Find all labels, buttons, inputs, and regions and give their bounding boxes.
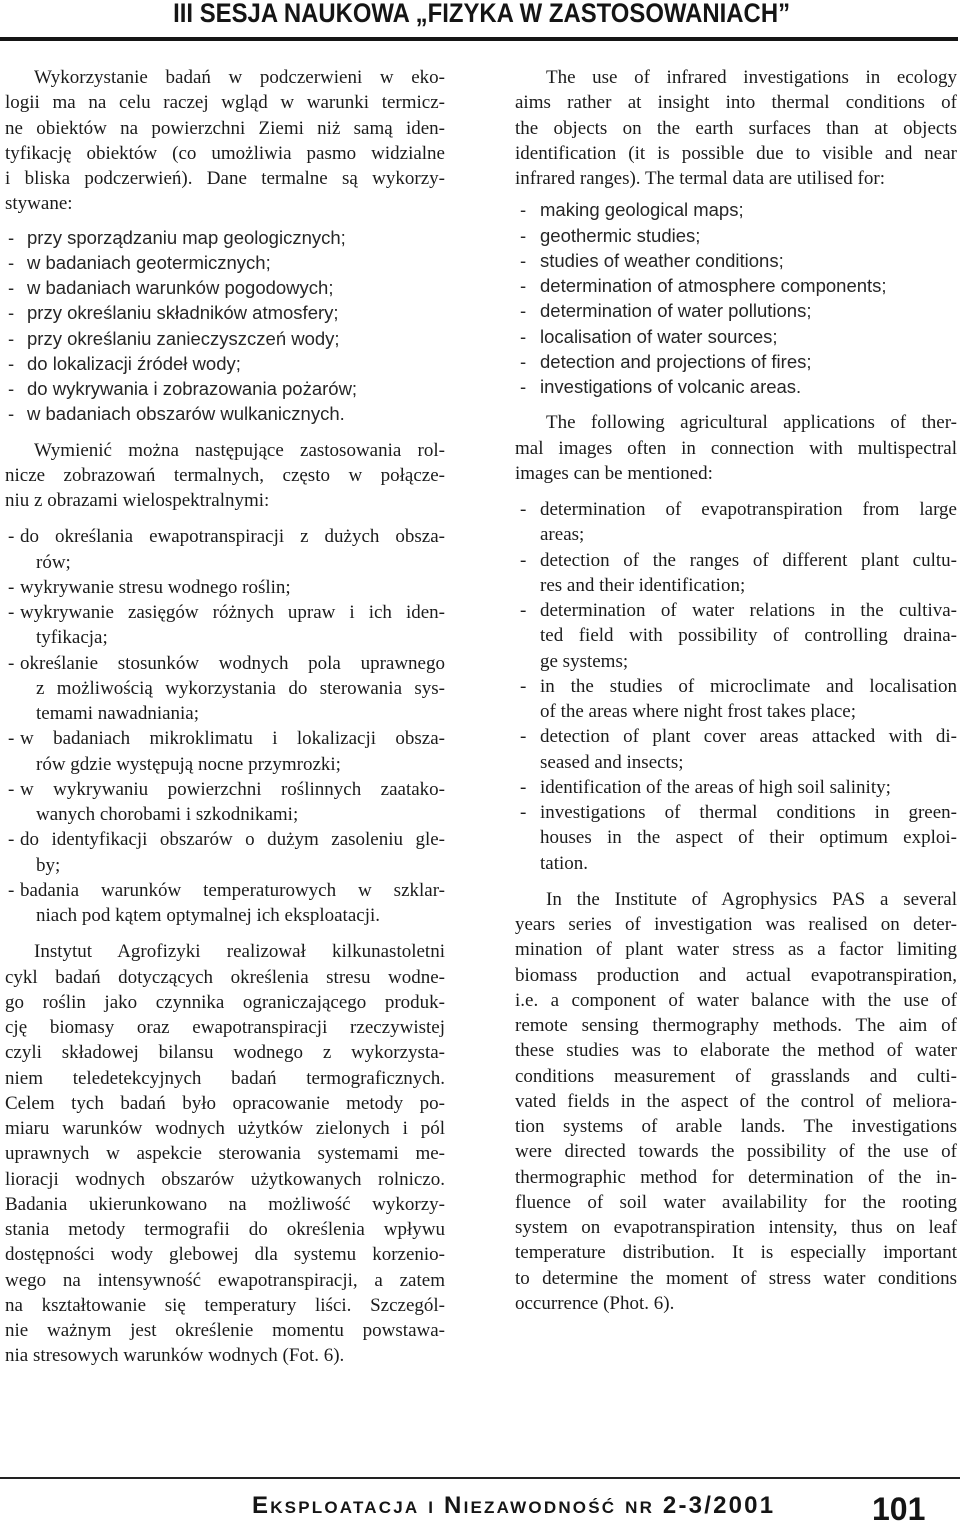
list-bullet: - (8, 226, 15, 248)
list-item-text: przy sporządzaniu map geologicznych; (27, 226, 346, 248)
paragraph-line (515, 461, 957, 486)
paragraph-line (515, 1139, 957, 1164)
list-bullet: - (8, 728, 15, 750)
paragraph-line (5, 1192, 445, 1217)
left-column-polish (5, 65, 445, 1369)
list-item-line (515, 573, 957, 598)
list-item-line (515, 750, 957, 775)
list-bullet: - (520, 275, 527, 296)
paragraph-line (5, 1015, 445, 1040)
paragraph-text: stywane: (5, 193, 73, 215)
journal-name: Eksploatacja i Niezawodność nr 2-3/2001 (252, 1492, 776, 1519)
list-item-text: niach pod kątem optymalnej ich eksploatacji. (36, 905, 381, 926)
list-item-line (5, 524, 445, 549)
paragraph-line (515, 1266, 957, 1291)
paragraph-line (5, 1091, 445, 1116)
paragraph-text: dostępności wody glebowej dla systemu korzenio- (5, 1244, 445, 1266)
list-item-line (5, 575, 445, 600)
list-item (5, 524, 445, 575)
list-item-text: wykrywanie stresu wodnego roślin; (20, 576, 291, 598)
paragraph-text: the objects on the earth surfaces than at objects (515, 117, 957, 139)
paragraph-text: i bliska podczerwień). Dane termalne są wykorzy- (5, 168, 445, 189)
paragraph-text: go roślin jako czynnika ograniczającego produk- (5, 991, 445, 1013)
list-item-line (5, 651, 445, 676)
list-item (5, 401, 445, 426)
paragraph-line (515, 166, 957, 191)
paragraph-text: identification (it is possible due to visible and near (515, 142, 957, 164)
list-item (5, 250, 445, 275)
list-bullet: - (8, 302, 15, 324)
paragraph-text: were directed towards the possibility of the use of (515, 1141, 957, 1163)
list-item-text: ge systems; (540, 650, 629, 672)
paragraph-text: occurrence (Phot. 6). (515, 1292, 675, 1314)
paragraph-text: The use of infrared investigations in ecology (546, 67, 957, 88)
paragraph-text: Wykorzystanie badań w podczerwieni w eko- (34, 67, 445, 88)
list-item-line (5, 550, 445, 575)
paragraph-line (515, 1291, 957, 1316)
list-bullet: - (8, 778, 15, 800)
list-item-text: tation. (540, 852, 589, 874)
paragraph-text: niem teledetekcyjnych badań termograficznych. (5, 1067, 445, 1089)
list-item-line (5, 802, 445, 827)
paragraph (5, 65, 445, 217)
page-number: 101 (872, 1491, 926, 1527)
list-item (515, 497, 957, 548)
paragraph-text: vated fields in the aspect of the control of meliora- (515, 1090, 957, 1112)
paragraph-line (5, 1141, 445, 1166)
paragraph-line (515, 887, 957, 912)
list-item-line (515, 374, 957, 399)
paragraph-text: nicze zobrazowań termalnych, często w połącze- (5, 464, 445, 486)
list-bullet: - (520, 199, 527, 221)
bullet-list (515, 197, 957, 399)
paragraph-text: Instytut Agrofizyki realizował kilkunastoletni (34, 941, 445, 963)
paragraph-line (5, 1167, 445, 1192)
paragraph (515, 65, 957, 191)
list-bullet: - (520, 350, 527, 372)
paragraph-line (515, 1215, 957, 1240)
paragraph-text: The following agricultural applications of ther- (546, 412, 957, 434)
list-item (5, 878, 445, 929)
list-item-text: studies of weather conditions; (540, 249, 784, 271)
list-item (5, 777, 445, 828)
list-item (5, 726, 445, 777)
paragraph-line (515, 912, 957, 937)
paragraph-line (515, 90, 957, 115)
list-item-text: tyfikacja; (36, 627, 108, 649)
list-item-text: wykrywanie zasięgów różnych upraw i ich iden- (20, 602, 445, 623)
paragraph-line (5, 1040, 445, 1065)
list-bullet: - (8, 403, 15, 425)
list-item-line (5, 903, 445, 928)
list-item-text: w badaniach mikroklimatu i lokalizacji obsza- (20, 728, 445, 750)
paragraph-text: thermographic method for determination of the in- (515, 1166, 957, 1188)
paragraph-line (515, 1089, 957, 1114)
list-item-line (515, 699, 957, 724)
list-item-line (515, 851, 957, 876)
list-item-line (515, 800, 957, 825)
paragraph-line (5, 1318, 445, 1343)
list-item-text: temami nawadniania; (36, 703, 200, 724)
paragraph-line (5, 116, 445, 141)
header-rule (0, 37, 958, 41)
paragraph-text: aims rather at insight into thermal conditions of (515, 92, 957, 114)
list-item-line (5, 878, 445, 903)
list-bullet: - (8, 327, 15, 349)
list-item-text: determination of water pollutions; (540, 300, 812, 322)
list-item-text: making geological maps; (540, 199, 744, 221)
list-item (515, 273, 957, 298)
paragraph-text: years series of investigation was realised on deter- (515, 914, 957, 935)
list-item-text: określanie stosunków wodnych pola uprawnego (20, 652, 445, 674)
paragraph-line (5, 990, 445, 1015)
paragraph-line (5, 166, 445, 191)
paragraph-line (515, 1064, 957, 1089)
list-item-line (515, 623, 957, 648)
list-item-line (5, 225, 445, 250)
list-item-text: determination of atmosphere components; (540, 275, 887, 296)
list-bullet: - (520, 499, 527, 520)
list-bullet: - (520, 726, 527, 748)
list-item-text: areas; (540, 524, 585, 546)
paragraph-line (515, 1240, 957, 1265)
list-item-line (5, 777, 445, 802)
list-bullet: - (520, 549, 527, 571)
list-item-text: w badaniach geotermicznych; (27, 251, 271, 273)
paragraph-text: uprawnych w aspekcie sterowania systemami me- (5, 1143, 445, 1165)
paragraph-text: Badania ukierunkowano na możliwość wykorzy- (5, 1193, 445, 1215)
paragraph-line (515, 436, 957, 461)
list-item-line (515, 825, 957, 850)
list-item-text: of the areas where night frost takes place; (540, 701, 857, 722)
list-item-line (5, 701, 445, 726)
list-item-text: houses in the aspect of their optimum exploi- (540, 827, 957, 849)
paragraph-line (5, 488, 445, 513)
list-item-line (515, 674, 957, 699)
list-bullet: - (8, 378, 15, 399)
list-item-text: investigations of thermal conditions in green- (540, 802, 957, 823)
list-bullet: - (8, 829, 15, 851)
paragraph-text: to determine the moment of stress water conditions (515, 1267, 957, 1289)
list-item (515, 775, 957, 800)
list-item-text: detection of the ranges of different plant cultu- (540, 549, 957, 571)
list-bullet: - (8, 277, 15, 298)
list-item-text: identification of the areas of high soil salinity; (540, 776, 891, 798)
list-bullet: - (520, 300, 527, 322)
paragraph-text: cję biomasy oraz ewapotranspiracji rzeczywistej (5, 1017, 445, 1038)
list-bullet: - (8, 602, 15, 623)
paragraph-text: ne obiektów na powierzchni Ziemi niż samą iden- (5, 117, 445, 139)
list-item-line (515, 598, 957, 623)
paragraph-text: stania metody termografii do określenia wpływu (5, 1219, 445, 1240)
list-item-line (515, 548, 957, 573)
list-item-text: do określania ewapotranspiracji z dużych obsza- (20, 526, 445, 548)
paragraph-line (515, 1038, 957, 1063)
paragraph-text: Wymienić można następujące zastosowania rol- (34, 439, 445, 461)
paragraph-line (5, 90, 445, 115)
list-item (5, 827, 445, 878)
bullet-list (515, 497, 957, 876)
paragraph-text: mination of plant water stress as a factor limiting (515, 939, 957, 961)
list-item-line (5, 600, 445, 625)
list-item (515, 724, 957, 775)
list-item-line (5, 250, 445, 275)
list-item-text: do identyfikacji obszarów o dużym zasoleniu gle- (20, 829, 445, 851)
paragraph-text: system on evapotranspiration intensity, thus on leaf (515, 1217, 957, 1238)
list-item (5, 225, 445, 250)
list-item-text: rów; (36, 551, 71, 573)
conference-title: III SESJA NAUKOWA „FIZYKA W ZASTOSOWANIACH” (173, 0, 790, 28)
paragraph-line (515, 1190, 957, 1215)
list-item-line (5, 275, 445, 300)
paragraph-text: miaru warunków wodnych użytków zielonych i pól (5, 1118, 445, 1139)
paragraph-text: remote sensing thermography methods. The aim of (515, 1015, 957, 1036)
paragraph-line (5, 1293, 445, 1318)
paragraph-text: mal images often in connection with multispectral (515, 437, 957, 459)
paragraph-line (515, 988, 957, 1013)
list-bullet: - (520, 249, 527, 271)
list-bullet: - (8, 526, 15, 548)
list-item (5, 376, 445, 401)
list-item-text: detection of plant cover areas attacked with di- (540, 726, 957, 748)
paragraph-text: tyfikację obiektów (co umożliwia pasmo widzialne (5, 142, 445, 164)
list-item-line (515, 273, 957, 298)
paragraph (5, 438, 445, 514)
list-bullet: - (520, 802, 527, 823)
list-item-text: by; (36, 854, 61, 876)
paragraph-text: niu z obrazami wielospektralnymi: (5, 490, 270, 511)
paragraph-text: In the Institute of Agrophysics PAS a several (546, 888, 957, 910)
paragraph (515, 410, 957, 486)
list-bullet: - (8, 251, 15, 273)
list-bullet: - (520, 776, 527, 798)
list-bullet: - (520, 376, 527, 397)
list-item-text: w wykrywaniu powierzchni roślinnych zaatako- (20, 778, 445, 800)
paragraph-line (5, 1217, 445, 1242)
list-item-line (5, 676, 445, 701)
paragraph-text: lioracji wodnych obszarów użytkowanych rolniczo. (5, 1168, 445, 1190)
list-item (5, 275, 445, 300)
list-item-text: determination of evapotranspiration from large (540, 499, 957, 520)
list-item-line (515, 775, 957, 800)
list-item-line (515, 197, 957, 222)
list-item (515, 324, 957, 349)
paragraph-line (515, 141, 957, 166)
list-item-text: przy określaniu zanieczyszczeń wody; (27, 327, 340, 349)
list-item-text: detection and projections of fires; (540, 350, 812, 372)
list-item (5, 326, 445, 351)
paragraph-line (515, 1165, 957, 1190)
paragraph-line (5, 1343, 445, 1368)
list-item (5, 651, 445, 727)
list-item (515, 548, 957, 599)
paragraph-line (515, 1114, 957, 1139)
list-item-text: ted field with possibility of controlling draina- (540, 625, 957, 647)
list-item (515, 374, 957, 399)
paragraph-line (5, 191, 445, 216)
list-item-line (5, 625, 445, 650)
list-bullet: - (8, 652, 15, 674)
list-item-text: localisation of water sources; (540, 325, 778, 347)
list-item-line (5, 752, 445, 777)
paragraph-text: tion systems of arable lands. The investigations (515, 1116, 957, 1137)
list-item-text: w badaniach warunków pogodowych; (27, 277, 334, 298)
list-bullet: - (8, 576, 15, 598)
paragraph-line (515, 937, 957, 962)
list-item-line (515, 497, 957, 522)
list-item-text: przy określaniu składników atmosfery; (27, 302, 339, 324)
list-bullet: - (8, 352, 15, 374)
paragraph-text: infrared ranges). The termal data are utilised for: (515, 168, 885, 189)
paragraph-text: i.e. a component of water balance with the use of (515, 989, 957, 1011)
list-bullet: - (520, 224, 527, 246)
list-item-line (5, 726, 445, 751)
list-item (5, 351, 445, 376)
list-item (515, 800, 957, 876)
list-item-line (515, 522, 957, 547)
paragraph-line (515, 116, 957, 141)
paragraph-text: biomass production and actual evapotranspiration, (515, 964, 957, 986)
paragraph-line (515, 963, 957, 988)
list-item-text: seased and insects; (540, 751, 684, 773)
paragraph-line (5, 965, 445, 990)
list-item-line (5, 827, 445, 852)
paragraph-line (515, 1013, 957, 1038)
list-item-line (5, 351, 445, 376)
paragraph-text: conditions measurement of grasslands and culti- (515, 1065, 957, 1087)
list-bullet: - (8, 879, 15, 901)
paragraph-line (5, 939, 445, 964)
paragraph-text: these studies was to elaborate the method of water (515, 1040, 957, 1062)
list-item-text: res and their identification; (540, 574, 746, 596)
paragraph-line (5, 65, 445, 90)
list-item-line (5, 326, 445, 351)
list-item (5, 575, 445, 600)
list-item-text: w badaniach obszarów wulkanicznych. (27, 403, 345, 425)
list-item-line (515, 223, 957, 248)
paragraph-text: Celem tych badań było opracowanie metody po- (5, 1092, 445, 1114)
list-item-line (515, 248, 957, 273)
right-column-english (515, 65, 957, 1316)
list-item-line (5, 853, 445, 878)
list-item (515, 674, 957, 725)
paragraph (5, 939, 445, 1368)
list-item-text: in the studies of microclimate and localisation (540, 675, 957, 697)
list-item-line (5, 401, 445, 426)
list-item-text: wanych chorobami i szkodnikami; (36, 804, 299, 825)
paragraph-text: nia stresowych warunków wodnych (Fot. 6). (5, 1345, 345, 1367)
paragraph-text: fluence of soil water availability for the rooting (515, 1191, 957, 1213)
paragraph-line (5, 1268, 445, 1293)
list-item-line (515, 649, 957, 674)
list-item-text: do wykrywania i zobrazowania pożarów; (27, 378, 358, 399)
list-item-line (515, 724, 957, 749)
list-item-text: badania warunków temperaturowych w szklar- (20, 879, 445, 901)
list-item (5, 600, 445, 651)
paragraph-text: temperature distribution. It is especially important (515, 1242, 957, 1264)
list-item-text: rów gdzie występują nocne przymrozki; (36, 753, 341, 775)
list-item-line (515, 349, 957, 374)
paragraph-text: images can be mentioned: (515, 462, 713, 484)
list-item-text: determination of water relations in the cultiva- (540, 600, 957, 621)
paragraph-line (5, 141, 445, 166)
paragraph-text: cykl badań dotyczących określenia stresu wodne- (5, 966, 445, 988)
paragraph-line (5, 1116, 445, 1141)
list-item (515, 223, 957, 248)
paragraph-line (5, 463, 445, 488)
paragraph-line (5, 1242, 445, 1267)
paragraph-line (5, 438, 445, 463)
paragraph-text: wego na intensywność ewapotranspiracji, a zatem (5, 1269, 445, 1291)
list-item-line (515, 298, 957, 323)
paragraph-line (515, 410, 957, 435)
list-item-line (515, 324, 957, 349)
paragraph-line (515, 65, 957, 90)
list-bullet: - (520, 600, 527, 621)
bullet-list (5, 225, 445, 427)
footer-rule (0, 1477, 960, 1479)
list-item-text: investigations of volcanic areas. (540, 376, 802, 397)
paragraph-text: nie ważnym jest określenie momentu powstawa- (5, 1320, 445, 1341)
paragraph-text: na kształtowanie się temperatury liści. Szczegól- (5, 1294, 445, 1316)
list-item-line (5, 376, 445, 401)
list-item (515, 248, 957, 273)
list-item (5, 300, 445, 325)
list-item-text: z możliwością wykorzystania do sterowania sys- (36, 677, 445, 699)
paragraph (515, 887, 957, 1316)
list-item-text: geothermic studies; (540, 224, 701, 246)
list-item (515, 197, 957, 222)
list-bullet: - (520, 325, 527, 347)
list-item (515, 298, 957, 323)
list-item-line (5, 300, 445, 325)
list-bullet: - (520, 675, 527, 697)
paragraph-text: logii ma na celu raczej wgląd w warunki termicz- (5, 92, 445, 114)
paragraph-line (5, 1066, 445, 1091)
list-item-text: do lokalizacji źródeł wody; (27, 352, 241, 374)
paragraph-text: czyli składowej bilansu wodnego z wykorzysta- (5, 1042, 445, 1064)
list-item (515, 349, 957, 374)
list-item (515, 598, 957, 674)
bullet-list (5, 524, 445, 928)
